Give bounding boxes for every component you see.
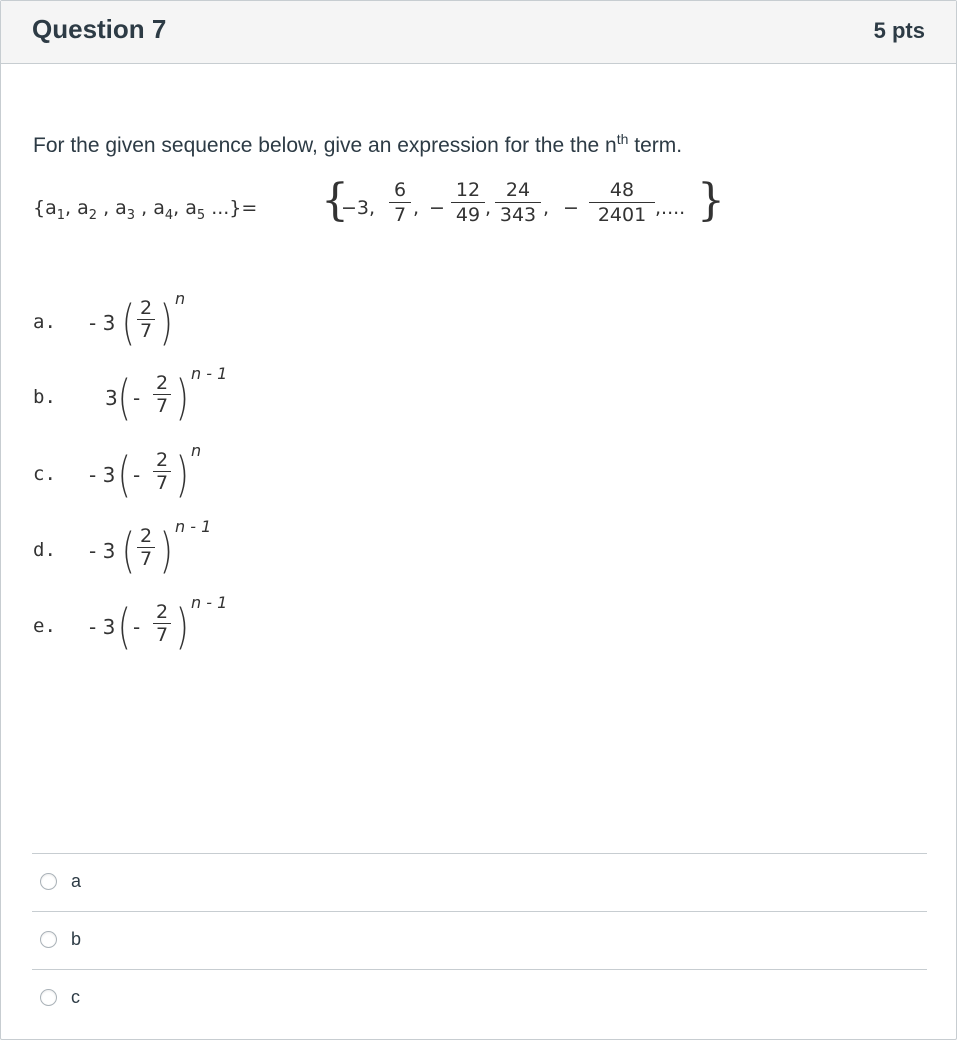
fraction-48-2401: 48 2401 [589,179,655,226]
fraction-24-343: 24 343 [495,179,541,226]
sequence-expression: {$a_1$, $a_2$ , $a_3$ , $a_4$, $a_5$ ...}= { −3, 6 7 , − 12 49 , 24 343 , − 48 2401 ,.... } [33,175,725,226]
sequence-lhs: {$a_1$, $a_2$ , $a_3$ , $a_4$, $a_5$ ...}= [33,197,258,223]
answer-option-c-label[interactable]: c [71,987,80,1007]
choice-b-expression: 3 ( - 2 7 ) n - 1 [105,364,228,426]
prompt-superscript: th [616,131,629,147]
close-brace: } [697,175,725,226]
choice-e-expression: - 3 ( - 2 7 ) n - 1 [89,593,228,655]
sequence-tail: ,.... [655,197,686,219]
choice-c-fraction: 2 7 [153,450,171,493]
choice-c-label: c. [33,463,56,485]
prompt-text: For the given sequence below, give an expression for the the n [33,134,617,157]
answer-option-a-label[interactable]: a [71,871,82,891]
choice-a-fraction: 2 7 [137,298,155,341]
choice-b-fraction: 2 7 [153,373,171,416]
choice-c-expression: - 3 ( - 2 7 ) n [89,441,202,503]
question-header [1,1,956,64]
answer-option-a[interactable] [32,853,927,911]
question-prompt [33,131,682,158]
choice-b-label: b. [33,386,56,408]
radio-b[interactable] [40,931,57,948]
answer-option-b[interactable] [32,911,927,969]
choice-d-label: d. [33,539,56,561]
question-title: Question 7 [32,14,167,44]
choice-a-expression: - 3 ( 2 7 ) n [89,289,186,351]
answer-option-c[interactable] [32,969,927,1027]
radio-c[interactable] [40,989,57,1006]
question-points: 5 pts [873,18,925,43]
radio-a[interactable] [40,873,57,890]
choice-a-label: a. [33,311,56,333]
choice-d-fraction: 2 7 [137,526,155,569]
answer-options [32,853,927,1027]
choice-e-fraction: 2 7 [153,602,171,645]
fraction-6-7: 6 7 [389,179,411,226]
first-term: −3, [341,197,376,219]
choice-d-expression: - 3 ( 2 7 ) n - 1 [89,517,212,579]
choice-e-label: e. [33,615,56,637]
fraction-12-49: 12 49 [451,179,485,226]
prompt-end: term. [628,134,683,157]
open-brace: { [321,175,349,226]
answer-option-b-label[interactable]: b [71,929,82,949]
